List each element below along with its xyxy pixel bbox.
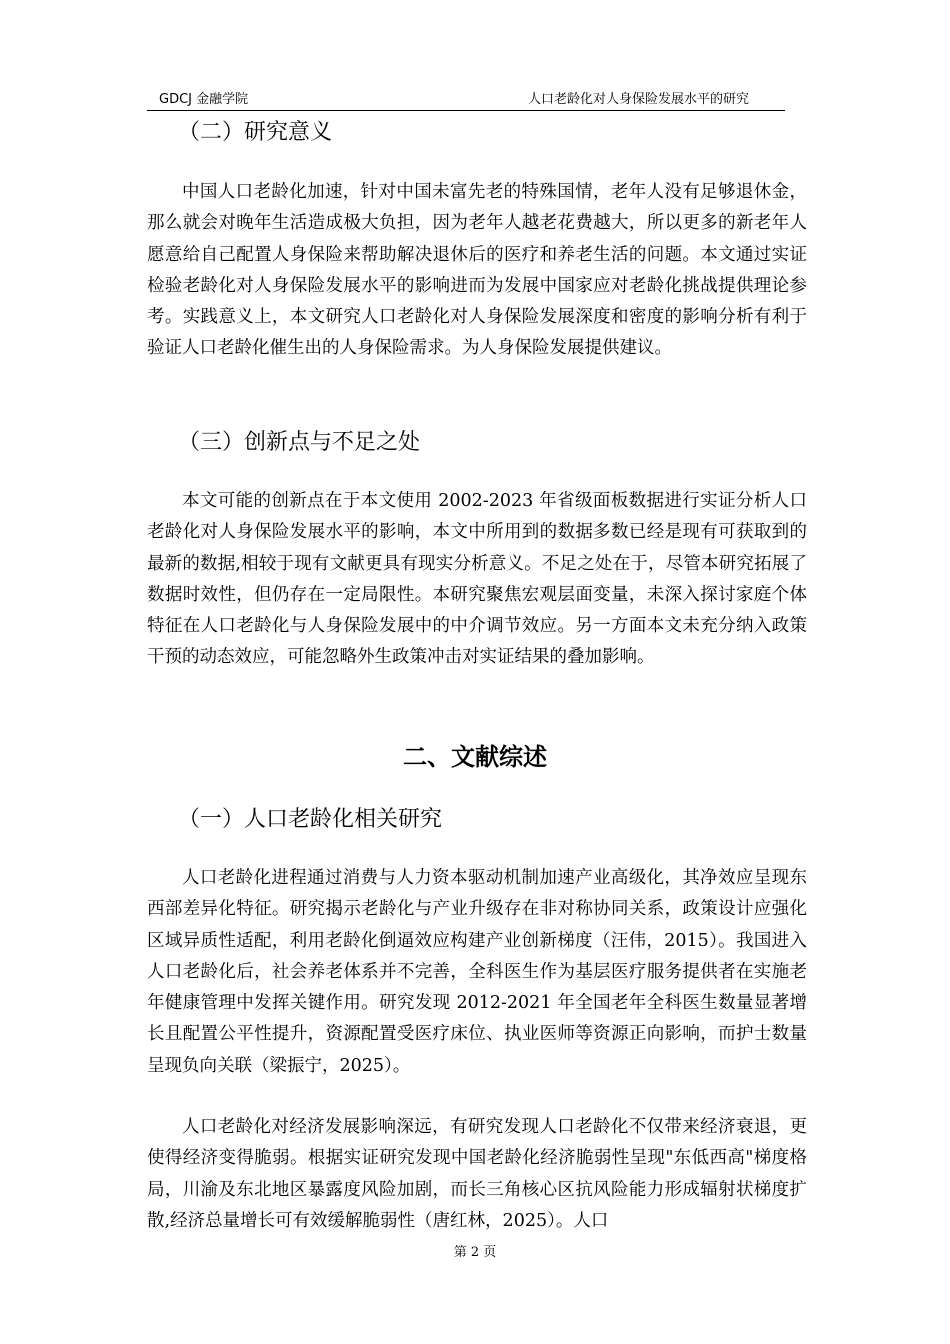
header-institution: GDCJ 金融学院 [159,92,249,107]
paragraph-innovation: 本文可能的创新点在于本文使用 2002-2023 年省级面板数据进行实证分析人口老龄化对人身保险发展水平的影响，本文中所用到的数据多数已经是现有可获取到的最新的数据,相较于现有文献更具有现实分析意义。不足之处在于，尽管本研究拓展了数据时效性，但仍存在一定局限性。本研究聚焦宏观层面变量，未深入探讨家庭个体特征在人口老龄化与人身保险发展中的中介调节效应。另一方面本文未充分纳入政策干预的动态效应，可能忽略外生政策冲击对实证结果的叠加影响。 [147,491,807,668]
chapter-title-literature-review: 二、文献综述 [403,743,547,771]
section-title-innovation: （三）创新点与不足之处 [178,430,421,455]
header-paper-title: 人口老龄化对人身保险发展水平的研究 [527,92,749,107]
section-title-significance: （二）研究意义 [178,120,333,145]
running-header [147,92,785,111]
page-number: 第 2 页 [453,1245,497,1260]
section-title-aging-research: （一）人口老龄化相关研究 [178,807,443,832]
paragraph-aging-research-1: 人口老龄化进程通过消费与人力资本驱动机制加速产业高级化，其净效应呈现东西部差异化特征。研究揭示老龄化与产业升级存在非对称协同关系，政策设计应强化区域异质性适配，利用老龄化倒逼效应构建产业创新梯度（汪伟，2015）。我国进入人口老龄化后，社会养老体系并不完善，全科医生作为基层医疗服务提供者在实施老年健康管理中发挥关键作用。研究发现 2012-2021 年全国老年全科医生数量显著增长且配置公平性提升，资源配置受医疗床位、执业医师等资源正向影响，而护士数量呈现负向关联（梁振宁，2025）。 [147,868,807,1076]
paragraph-significance: 中国人口老龄化加速，针对中国未富先老的特殊国情，老年人没有足够退休金，那么就会对晚年生活造成极大负担，因为老年人越老花费越大，所以更多的新老年人愿意给自己配置人身保险来帮助解决退休后的医疗和养老生活的问题。本文通过实证检验老龄化对人身保险发展水平的影响进而为发展中国家应对老龄化挑战提供理论参考。实践意义上，本文研究人口老龄化对人身保险发展深度和密度的影响分析有利于验证人口老龄化催生出的人身保险需求。为人身保险发展提供建议。 [147,182,807,359]
paragraph-aging-research-2: 人口老龄化对经济发展影响深远，有研究发现人口老龄化不仅带来经济衰退，更使得经济变得脆弱。根据实证研究发现中国老龄化经济脆弱性呈现"东低西高"梯度格局，川渝及东北地区暴露度风险加剧，而长三角核心区抗风险能力形成辐射状梯度扩散,经济总量增长可有效缓解脆弱性（唐红林，2025）。人口 [147,1117,807,1231]
